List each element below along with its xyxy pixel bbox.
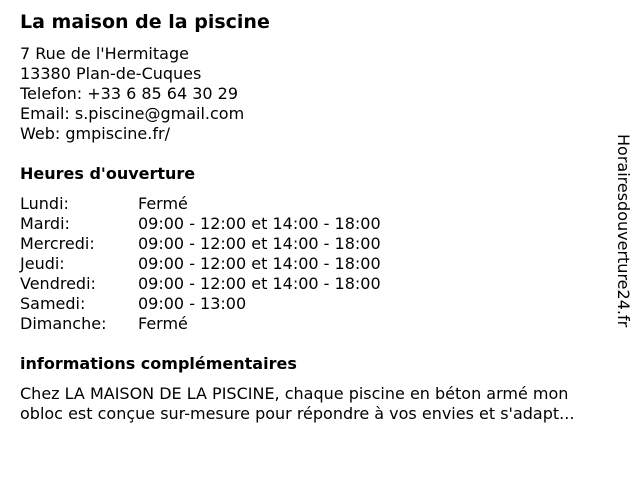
hours-table bbox=[20, 194, 381, 334]
business-name: La maison de la piscine bbox=[20, 11, 270, 33]
hours-day: Jeudi: bbox=[20, 254, 65, 273]
address-block bbox=[20, 44, 244, 144]
phone-text[interactable]: Telefon: +33 6 85 64 30 29 bbox=[20, 84, 239, 103]
hours-time: Fermé bbox=[138, 314, 188, 333]
info-description-line2: obloc est conçue sur-mesure pour répondre à vos envies et s'adapt... bbox=[20, 404, 575, 423]
site-watermark: Horairesdouverture24.fr bbox=[614, 134, 633, 328]
hours-row-thursday bbox=[20, 254, 381, 274]
hours-day: Samedi: bbox=[20, 294, 86, 313]
info-heading: informations complémentaires bbox=[20, 354, 297, 373]
hours-time: 09:00 - 12:00 et 14:00 - 18:00 bbox=[138, 234, 381, 253]
email-text[interactable]: Email: s.piscine@gmail.com bbox=[20, 104, 245, 123]
hours-time: 09:00 - 13:00 bbox=[138, 294, 247, 313]
hours-row-sunday bbox=[20, 314, 381, 334]
hours-row-monday bbox=[20, 194, 381, 214]
web-text[interactable]: Web: gmpiscine.fr/ bbox=[20, 124, 170, 143]
address-street: 7 Rue de l'Hermitage bbox=[20, 44, 189, 63]
hours-time: 09:00 - 12:00 et 14:00 - 18:00 bbox=[138, 274, 381, 293]
hours-row-saturday bbox=[20, 294, 381, 314]
hours-time: Fermé bbox=[138, 194, 188, 213]
hours-day: Mercredi: bbox=[20, 234, 95, 253]
hours-time: 09:00 - 12:00 et 14:00 - 18:00 bbox=[138, 214, 381, 233]
hours-day: Vendredi: bbox=[20, 274, 96, 293]
hours-day: Dimanche: bbox=[20, 314, 107, 333]
hours-row-tuesday bbox=[20, 214, 381, 234]
hours-row-wednesday bbox=[20, 234, 381, 254]
hours-heading: Heures d'ouverture bbox=[20, 164, 196, 183]
hours-day: Mardi: bbox=[20, 214, 70, 233]
address-city: 13380 Plan-de-Cuques bbox=[20, 64, 202, 83]
hours-day: Lundi: bbox=[20, 194, 69, 213]
hours-time: 09:00 - 12:00 et 14:00 - 18:00 bbox=[138, 254, 381, 273]
info-description-line1: Chez LA MAISON DE LA PISCINE, chaque piscine en béton armé mon bbox=[20, 384, 569, 403]
hours-row-friday bbox=[20, 274, 381, 294]
